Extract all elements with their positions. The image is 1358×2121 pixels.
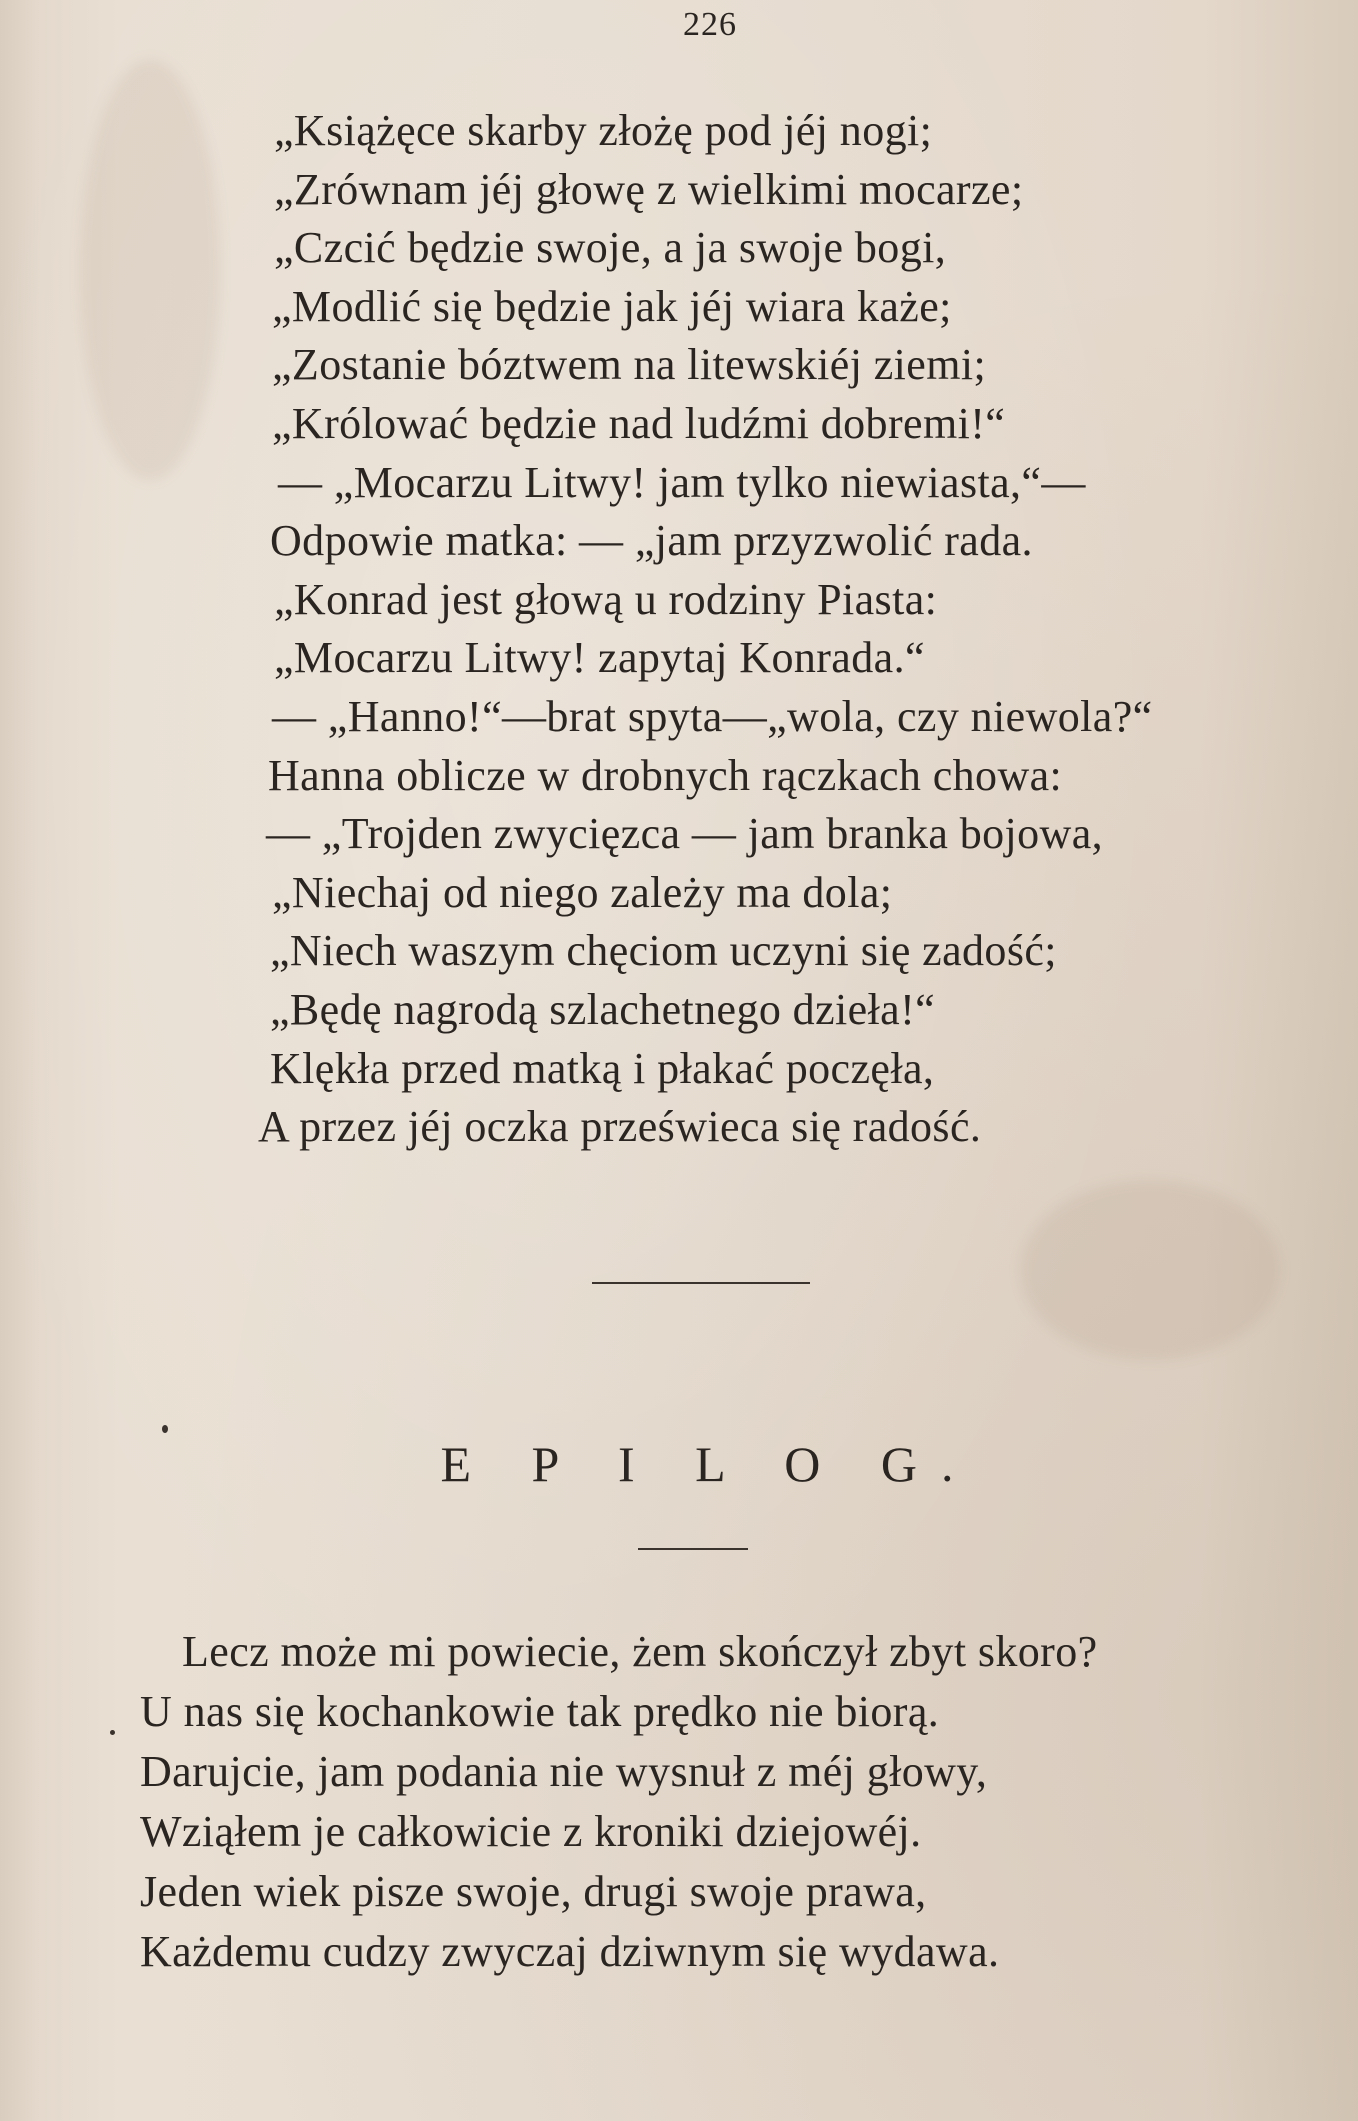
paper-stain xyxy=(80,60,220,480)
epilog-line: U nas się kochankowie tak prędko nie biorą. xyxy=(140,1687,940,1736)
page-number: 226 xyxy=(683,6,737,43)
epilog-line: Wziąłem je całkowicie z kroniki dziejowéj. xyxy=(140,1807,922,1856)
poem-line: „Modlić się będzie jak jéj wiara każe; xyxy=(272,281,952,331)
paper-stain xyxy=(1020,1180,1280,1360)
title-underline xyxy=(638,1548,748,1550)
epilog-line: Jeden wiek pisze swoje, drugi swoje prawa, xyxy=(140,1867,927,1916)
poem-line: „Niechaj od niego zależy ma dola; xyxy=(272,867,893,917)
poem-line: — „Trojden zwycięzca — jam branka bojowa, xyxy=(266,809,1104,859)
epilog-line: Lecz może mi powiecie, żem skończył zbyt skoro? xyxy=(182,1627,1098,1676)
ink-speck xyxy=(162,1425,168,1433)
poem-line: „Królować będzie nad ludźmi dobremi!“ xyxy=(272,398,1006,448)
epilog-line: Darujcie, jam podania nie wysnuł z méj głowy, xyxy=(140,1747,988,1796)
poem-line: „Zostanie bóztwem na litewskiéj ziemi; xyxy=(272,340,987,390)
poem-line: „Czcić będzie swoje, a ja swoje bogi, xyxy=(274,223,947,273)
section-title: E P I L O G. xyxy=(440,1436,978,1492)
poem-line: „Zrównam jéj głowę z wielkimi mocarze; xyxy=(274,164,1024,214)
poem-line: — „Hanno!“—brat spyta—„wola, czy niewola?“ xyxy=(272,691,1153,741)
epilog-stanza xyxy=(140,1622,1320,1982)
poem-line: Odpowie matka: — „jam przyzwolić rada. xyxy=(270,516,1033,566)
poem-stanza xyxy=(258,102,1278,1157)
poem-line: „Konrad jest głową u rodziny Piasta: xyxy=(274,574,938,624)
epilog-line: Każdemu cudzy zwyczaj dziwnym się wydawa. xyxy=(140,1927,1000,1976)
ink-speck xyxy=(110,1730,115,1735)
poem-line: Hanna oblicze w drobnych rączkach chowa: xyxy=(268,750,1063,800)
poem-line: „Mocarzu Litwy! zapytaj Konrada.“ xyxy=(274,633,925,683)
poem-line: „Będę nagrodą szlachetnego dzieła!“ xyxy=(270,984,936,1034)
poem-line: — „Mocarzu Litwy! jam tylko niewiasta,“— xyxy=(278,457,1086,507)
poem-line: A przez jéj oczka prześwieca się radość. xyxy=(258,1102,982,1152)
poem-line: „Niech waszym chęciom uczyni się zadość; xyxy=(270,926,1057,976)
poem-line: Klękła przed matką i płakać poczęła, xyxy=(270,1043,935,1093)
section-separator xyxy=(592,1282,810,1284)
poem-line: „Książęce skarby złożę pod jéj nogi; xyxy=(274,106,933,155)
